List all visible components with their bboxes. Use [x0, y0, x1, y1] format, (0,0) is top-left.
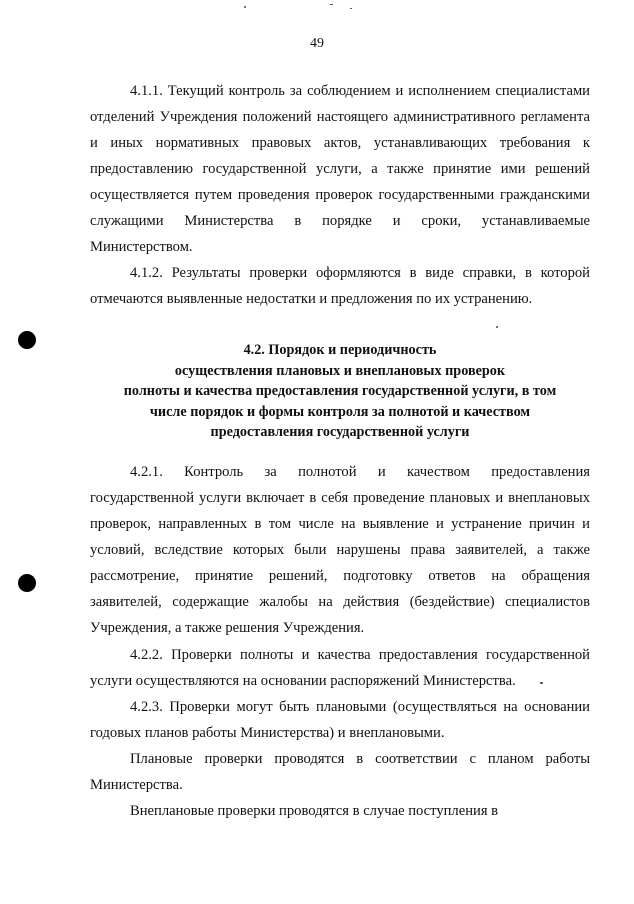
- punch-hole-mark: [18, 331, 36, 349]
- scan-speck: [496, 326, 498, 328]
- section-heading-4-2: [90, 340, 590, 443]
- heading-line: предоставления государственной услуги: [210, 424, 470, 440]
- scan-speck: [540, 682, 543, 684]
- scan-speck: [330, 4, 333, 5]
- paragraph-4-2-1: 4.2.1. Контроль за полнотой и качеством предоставления государственной услуги включает в себя проведение плановых и внеплановых проверок, направленных в том числе на выявление и устранение причин и условий, вследствие которых были нарушены права заявителей, а также рассмотрение, принятие решений, подготовку ответов на обращения заявителей, содержащие жалобы на действия (бездействие) специалистов Учреждения, а также решения Учреждения.: [90, 464, 590, 636]
- heading-line: осуществления плановых и внеплановых проверок: [174, 362, 506, 379]
- paragraph-planned-checks: Плановые проверки проводятся в соответствии с планом работы Министерства.: [90, 751, 590, 793]
- paragraph-4-1-1: 4.1.1. Текущий контроль за соблюдением и исполнением специалистами отделений Учреждения положений настоящего административного регламента и иных нормативных правовых актов, устанавливающих требования к предоставлению государственной услуги, а также принятие ими решений осуществляется путем проведения проверок государственными гражданскими служащими Министерства в порядке и сроки, устанавливаемые Министерством.: [90, 83, 590, 255]
- heading-line: 4.2. Порядок и периодичность: [243, 342, 437, 358]
- paragraph-4-2-3: 4.2.3. Проверки могут быть плановыми (осуществляться на основании годовых планов работы Министерства) и внеплановыми.: [90, 699, 590, 741]
- heading-line: полноты и качества предоставления государственной услуги, в том: [123, 383, 557, 399]
- paragraph-4-1-2: 4.1.2. Результаты проверки оформляются в виде справки, в которой отмечаются выявленные недостатки и предложения по их устранению.: [90, 265, 590, 307]
- paragraph-unplanned-checks: Внеплановые проверки проводятся в случае поступления в: [130, 803, 499, 819]
- scan-speck: [350, 8, 352, 9]
- heading-line: числе порядок и формы контроля за полнотой и качеством: [149, 403, 531, 420]
- page-number: 49: [310, 36, 324, 51]
- scan-speck: [244, 6, 246, 8]
- punch-hole-mark: [18, 574, 36, 592]
- paragraph-4-2-2: 4.2.2. Проверки полноты и качества предоставления государственной услуги осуществляются на основании распоряжений Министерства.: [90, 647, 590, 689]
